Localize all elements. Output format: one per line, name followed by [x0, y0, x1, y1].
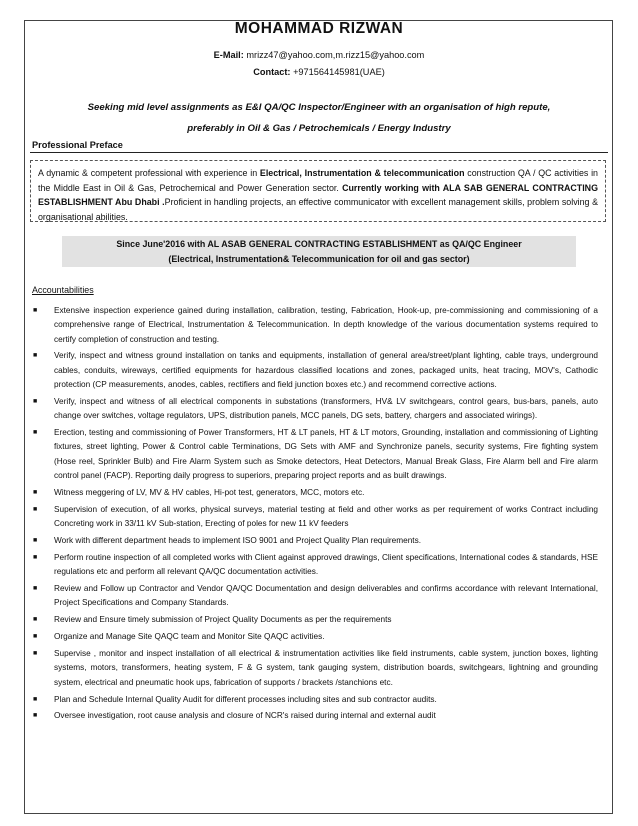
candidate-name: MOHAMMAD RIZWAN	[234, 20, 404, 37]
bullet-square-icon: ■	[33, 429, 38, 437]
list-item-text: Oversee investigation, root cause analysis and closure of NCR's raised during internal and external audit	[54, 711, 436, 721]
banner-line-1: Since June'2016 with AL ASAB GENERAL CONTRACTING ESTABLISHMENT as QA/QC Engineer	[116, 239, 522, 249]
accountabilities-heading: Accountabilities	[32, 285, 94, 295]
objective-line-2: preferably in Oil & Gas / Petrochemicals / Energy Industry	[187, 123, 451, 134]
career-objective	[30, 97, 608, 139]
preface-text-3: Proficient in handling projects, an effective communicator with excellent management skills, problem solving & organisational abilities.	[38, 197, 599, 222]
list-item-text: Extensive inspection experience gained during installation, calibration, testing, Fabrication, Hook-up, pre-commissioning and commissioning of a comprehensive range of Electrical, Instrumentation & Telecommunication. In depth knowledge of the various documentation systems required to certify completion of construction and testing.	[54, 306, 598, 344]
list-item	[32, 349, 598, 392]
preface-text-1: A dynamic & competent professional with experience in	[38, 168, 260, 178]
preface-box	[30, 160, 606, 222]
section-divider	[30, 152, 608, 153]
preface-bold-2: Currently working with ALA SAB GENERAL CONTRACTING ESTABLISHMENT Abu Dhabi .	[38, 182, 598, 207]
list-item	[32, 709, 598, 723]
bullet-square-icon: ■	[33, 712, 38, 720]
list-item-text: Review and Follow up Contractor and Vendor QA/QC Documentation and design deliverables and confirms accordance with relevant International, Project Specifications and Company Standards.	[54, 584, 598, 608]
contact-label: Contact:	[253, 67, 291, 77]
objective-line-1: Seeking mid level assignments as E&I QA/QC Inspector/Engineer with an organisation of high repute,	[87, 102, 551, 113]
preface-heading: Professional Preface	[32, 140, 123, 150]
list-item-text: Review and Ensure timely submission of Project Quality Documents as per the requirements	[54, 615, 392, 625]
list-item	[32, 613, 598, 627]
list-item-text: Plan and Schedule Internal Quality Audit for different processes including sites and sub contractor audits.	[54, 694, 437, 704]
list-item-text: Witness meggering of LV, MV & HV cables, Hi-pot test, generators, MCC, motors etc.	[54, 487, 365, 497]
employment-banner	[62, 236, 576, 267]
bullet-square-icon: ■	[33, 633, 38, 641]
list-item-text: Organize and Manage Site QAQC team and Monitor Site QAQC activities.	[54, 632, 325, 642]
bullet-square-icon: ■	[33, 537, 38, 545]
banner-line-2: (Electrical, Instrumentation& Telecommunication for oil and gas sector)	[168, 254, 470, 264]
list-item	[32, 693, 598, 707]
list-item	[32, 647, 598, 690]
list-item	[32, 304, 598, 347]
list-item	[32, 503, 598, 532]
list-item	[32, 582, 598, 611]
email-line	[0, 50, 638, 60]
bullet-square-icon: ■	[33, 553, 38, 561]
preface-text-2: construction QA / QC activities in the Middle East in Oil & Gas, Petrochemical and Power Generation sector.	[38, 168, 598, 193]
bullet-square-icon: ■	[33, 585, 38, 593]
preface-bold-1: Electrical, Instrumentation & telecommunication	[259, 168, 465, 178]
contact-line	[0, 67, 638, 77]
list-item	[32, 426, 598, 483]
list-item-text: Work with different department heads to implement ISO 9001 and Project Quality Plan requirements.	[54, 536, 422, 546]
accountabilities-list	[32, 304, 598, 726]
list-item	[32, 630, 598, 644]
bullet-square-icon: ■	[33, 505, 38, 513]
list-item-text: Supervision of execution, of all works, physical surveys, material testing at field and other works as per requirement of works Contract including Concreting work in 33/11 kV Sub-station, Erecting of poles for new 11 kV feeders	[54, 504, 598, 529]
email-value[interactable]: mrizz47@yahoo.com,m.rizz15@yahoo.com	[246, 50, 425, 60]
list-item	[32, 551, 598, 580]
bullet-square-icon: ■	[33, 695, 38, 703]
list-item-text: Verify, inspect and witness ground installation on tanks and equipments, installation of general area/street/plant lighting, cable trays, underground cables, conduits, wireways, certified equipments for hazardous classified locations and zones, packaged units, heat tracing, MOV's, Cathodic protection (CP measurements, anodes, cables, rectifiers and field junction boxes etc.) and recommend corrective actions.	[54, 351, 598, 390]
list-item-text: Perform routine inspection of all completed works with Client against approved drawings, Client specifications, International codes & standards, HSE regulations etc and perform all relevant QA/QC documentation activities.	[54, 552, 598, 577]
list-item	[32, 486, 598, 500]
bullet-square-icon: ■	[33, 352, 38, 360]
list-item-text: Supervise , monitor and inspect installation of all electrical & instrumentation activities like field instruments, cable system, junction boxes, lighting systems, motors, transformers, heating system, F & G system, tank gauging system, distribution boards, switchgears, lightning and grounding system, electrical and pneumatic hook ups, fabrication of supports / brackets /stanchions etc.	[54, 649, 598, 687]
list-item-text: Erection, testing and commissioning of Power Transformers, HT & LT panels, HT & LT motors, Grounding, installation and commissioning of Lighting fixtures, street lighting, Power & Control cable Terminations, DG Sets with AMF and Synchronize panels, security systems, Fire fighting system (Hose reel, Sprinkler Bulb) and Fire Alarm System such as Smoke detectors, Heat Detectors, Manual Break Glass, Fire Alarm bell and Fire alarm control panel (FACP). Reporting daily progress to superiors, preparing project reports and as built drawings.	[54, 428, 598, 481]
bullet-square-icon: ■	[33, 397, 38, 405]
bullet-square-icon: ■	[33, 650, 38, 658]
bullet-square-icon: ■	[33, 616, 38, 624]
list-item-text: Verify, inspect and witness of all electrical components in substations (transformers, HV& LV switchgears, control gears, bus-bars, panels, auto change over switches, voltage regulators, UPS, distribution panels, MCC panels, DG sets, battery, chargers and associated wirings).	[54, 396, 598, 421]
email-label: E-Mail:	[213, 50, 244, 60]
contact-value: +971564145981(UAE)	[293, 67, 385, 77]
list-item	[32, 534, 598, 548]
bullet-square-icon: ■	[33, 488, 38, 496]
list-item	[32, 395, 598, 424]
bullet-square-icon: ■	[33, 307, 38, 314]
